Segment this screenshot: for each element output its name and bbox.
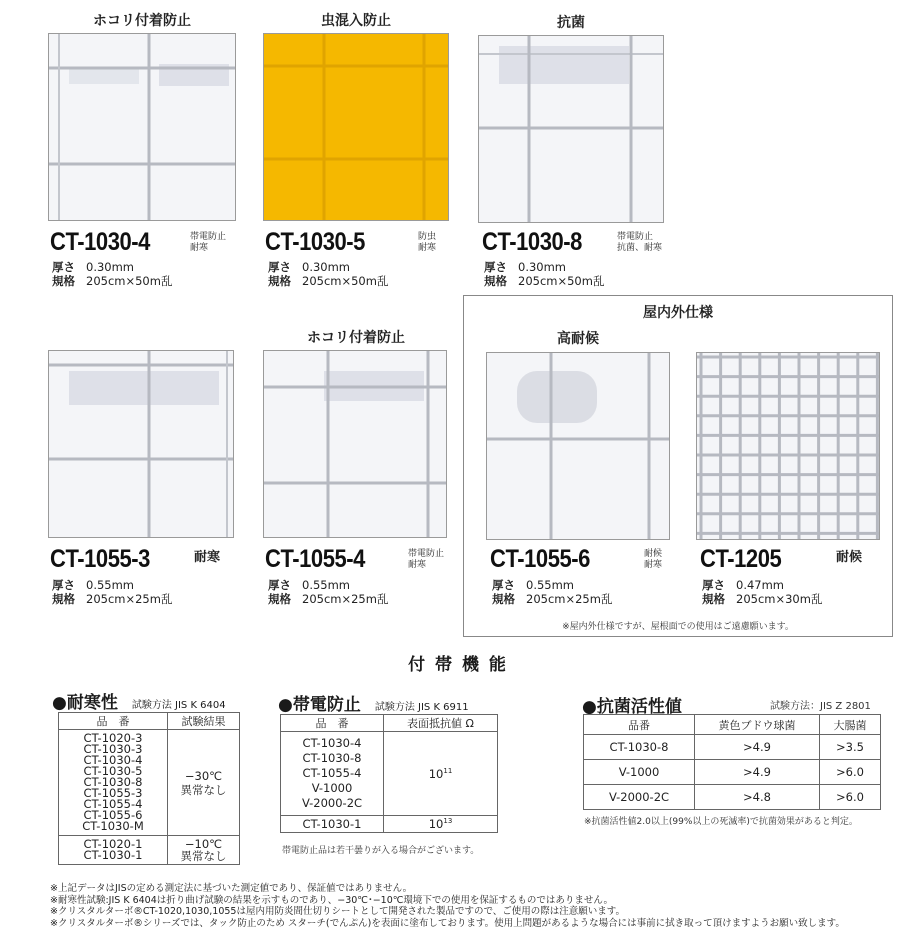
table-cell-code: V-2000-2C (301, 796, 363, 810)
antistatic-group-1 (281, 732, 384, 816)
product-code-ct-1055-6: CT-1055-6 (490, 545, 590, 573)
antibac-section-title: ●抗菌活性値 (582, 697, 682, 717)
antibac-row: V-2000-2C >4.8 >6.0 (584, 785, 881, 810)
table-cell-code: CT-1030-4 (83, 753, 143, 767)
antistatic-section-title: ●帯電防止 試験方法 JIS K 6911 (278, 695, 469, 715)
table-cell-code: CT-1030-1 (302, 817, 362, 831)
product-notes-ct-1205: 耐候 (836, 550, 863, 565)
category-dust-2: ホコリ付着防止 (307, 330, 405, 346)
table-cell-code: CT-1030-3 (83, 742, 143, 756)
antistatic-result-2: $10^{13}$ (384, 816, 498, 833)
spec-ct-1205: 厚さ 0.47mm 規格 205cm×30m乱 (702, 578, 823, 606)
product-code-ct-1205: CT-1205 (700, 545, 782, 573)
sample-ct-1055-6 (486, 352, 670, 540)
cold-method: 試験方法 JIS K 6404 (131, 700, 226, 711)
sample-ct-1205 (696, 352, 880, 540)
outdoor-note: ※屋内外仕様ですが、屋根面での使用はご遠慮願います。 (562, 622, 794, 632)
table-cell-code: CT-1055-6 (83, 808, 143, 822)
table-cell-code: CT-1055-4 (83, 797, 143, 811)
antistatic-note: 帯電防止品は若干曇りが入る場合がございます。 (282, 846, 480, 856)
footnote: ※耐寒性試験:JIS K 6404は折り曲げ試験の結果を示すものであり、−30℃･−10℃環境下での使用を保証するものではありません。 (50, 894, 613, 906)
sample-ct-1030-5 (263, 33, 449, 221)
category-insect: 虫混入防止 (321, 13, 391, 29)
footnote: ※クリスタルターボ®シリーズでは、タック防止のため スターチ(でんぷん)を表面に塗布しております。使用上問題があるような場合には事前に拭き取って頂けますようお願い致します。 (50, 917, 845, 929)
spec-ct-1055-3: 厚さ 0.55mm 規格 205cm×25m乱 (52, 578, 173, 606)
spec-ct-1055-6: 厚さ 0.55mm 規格 205cm×25m乱 (492, 578, 613, 606)
cold-table: 品 番 試験結果 CT-1020-3 CT-1030-3 CT-1030-4 CT-1030-5 CT-1030-8 CT-1055-3 CT-1055-4 CT-1055-6 CT-1030-M −30℃ 異常なし CT-1020-1 CT-1030-1 −10℃ 異常なし (58, 712, 240, 865)
category-dust: ホコリ付着防止 (93, 13, 191, 29)
antistatic-table: 品 番 表面抵抗値 Ω CT-1030-4 CT-1030-8 CT-1055-4 V-1000 V-2000-2C $10^{11}$ CT-1030-1 $10^{13}$ (280, 714, 498, 833)
product-notes-ct-1030-5: 防虫 耐寒 (418, 232, 437, 253)
table-cell-code: CT-1055-3 (83, 786, 143, 800)
spec-ct-1030-5: 厚さ 0.30mm 規格 205cm×50m乱 (268, 260, 389, 288)
product-notes-ct-1055-6: 耐候 耐寒 (644, 549, 663, 570)
product-notes-ct-1030-4: 帯電防止 耐寒 (190, 232, 227, 253)
cold-group-1 (59, 730, 168, 836)
antibac-method: 試験方法：JIS Z 2801 (770, 701, 871, 712)
outdoor-title: 屋内外仕様 (643, 305, 713, 321)
table-cell-code: V-1000 (311, 781, 353, 795)
footnote: ※クリスタルターボ®CT-1020,1030,1055は屋内用防炎間仕切りシートとして開発された製品ですので、ご使用の際は注意願います。 (50, 906, 626, 917)
spec-ct-1030-8: 厚さ 0.30mm 規格 205cm×50m乱 (484, 260, 605, 288)
table-cell-code: CT-1055-4 (302, 766, 362, 780)
antibac-row: V-1000 >4.9 >6.0 (584, 760, 881, 785)
sample-ct-1055-3 (48, 350, 234, 538)
category-antibac: 抗菌 (557, 15, 585, 31)
antibac-note: ※抗菌活性値2.0以上(99%以上の死滅率)で抗菌効果があると判定。 (584, 817, 858, 827)
product-code-ct-1030-5: CT-1030-5 (265, 228, 365, 256)
table-cell-code: CT-1030-8 (302, 751, 362, 765)
product-code-ct-1055-3: CT-1055-3 (50, 545, 150, 573)
cold-result-1: −30℃ 異常なし (168, 730, 240, 836)
table-cell-code: CT-1020-3 (83, 731, 143, 745)
antistatic-method: 試験方法 JIS K 6911 (374, 702, 469, 713)
table-cell-code: CT-1030-M (82, 819, 144, 833)
product-code-ct-1030-4: CT-1030-4 (50, 228, 150, 256)
table-cell-code: CT-1030-1 (83, 848, 143, 862)
table-cell-code: CT-1030-4 (302, 736, 362, 750)
table-cell-code: CT-1030-5 (83, 764, 143, 778)
antibac-table: 品番 黄色ブドウ球菌 大腸菌 CT-1030-8 >4.9 >3.5 V-1000 >4.9 >6.0 V-2000-2C >4.8 >6.0 (583, 714, 881, 810)
antistatic-result-1: $10^{11}$ (384, 732, 498, 816)
antistatic-group-2 (281, 816, 384, 833)
antibac-row: CT-1030-8 >4.9 >3.5 (584, 735, 881, 760)
product-notes-ct-1055-4: 帯電防止 耐寒 (408, 549, 445, 570)
cold-section-title: ●耐寒性 試験方法 JIS K 6404 (52, 693, 226, 713)
footnote: ※上記データはJISの定める測定法に基づいた測定値であり、保証値ではありません。 (50, 883, 413, 894)
table-cell-code: CT-1030-8 (83, 775, 143, 789)
outdoor-sub: 高耐候 (557, 331, 599, 347)
product-notes-ct-1030-8: 帯電防止 抗菌、耐寒 (617, 232, 663, 253)
product-code-ct-1030-8: CT-1030-8 (482, 228, 582, 256)
cold-result-2: −10℃ 異常なし (168, 836, 240, 865)
product-code-ct-1055-4: CT-1055-4 (265, 545, 365, 573)
sample-ct-1055-4 (263, 350, 447, 538)
footnotes (50, 883, 845, 929)
sample-ct-1030-8 (478, 35, 664, 223)
cold-group-2 (59, 836, 168, 865)
product-notes-ct-1055-3: 耐寒 (194, 550, 221, 565)
spec-ct-1030-4: 厚さ 0.30mm 規格 205cm×50m乱 (52, 260, 173, 288)
spec-ct-1055-4: 厚さ 0.55mm 規格 205cm×25m乱 (268, 578, 389, 606)
table-cell-code: CT-1020-1 (83, 837, 143, 851)
features-title: 付 帯 機 能 (408, 655, 508, 675)
sample-ct-1030-4 (48, 33, 236, 221)
